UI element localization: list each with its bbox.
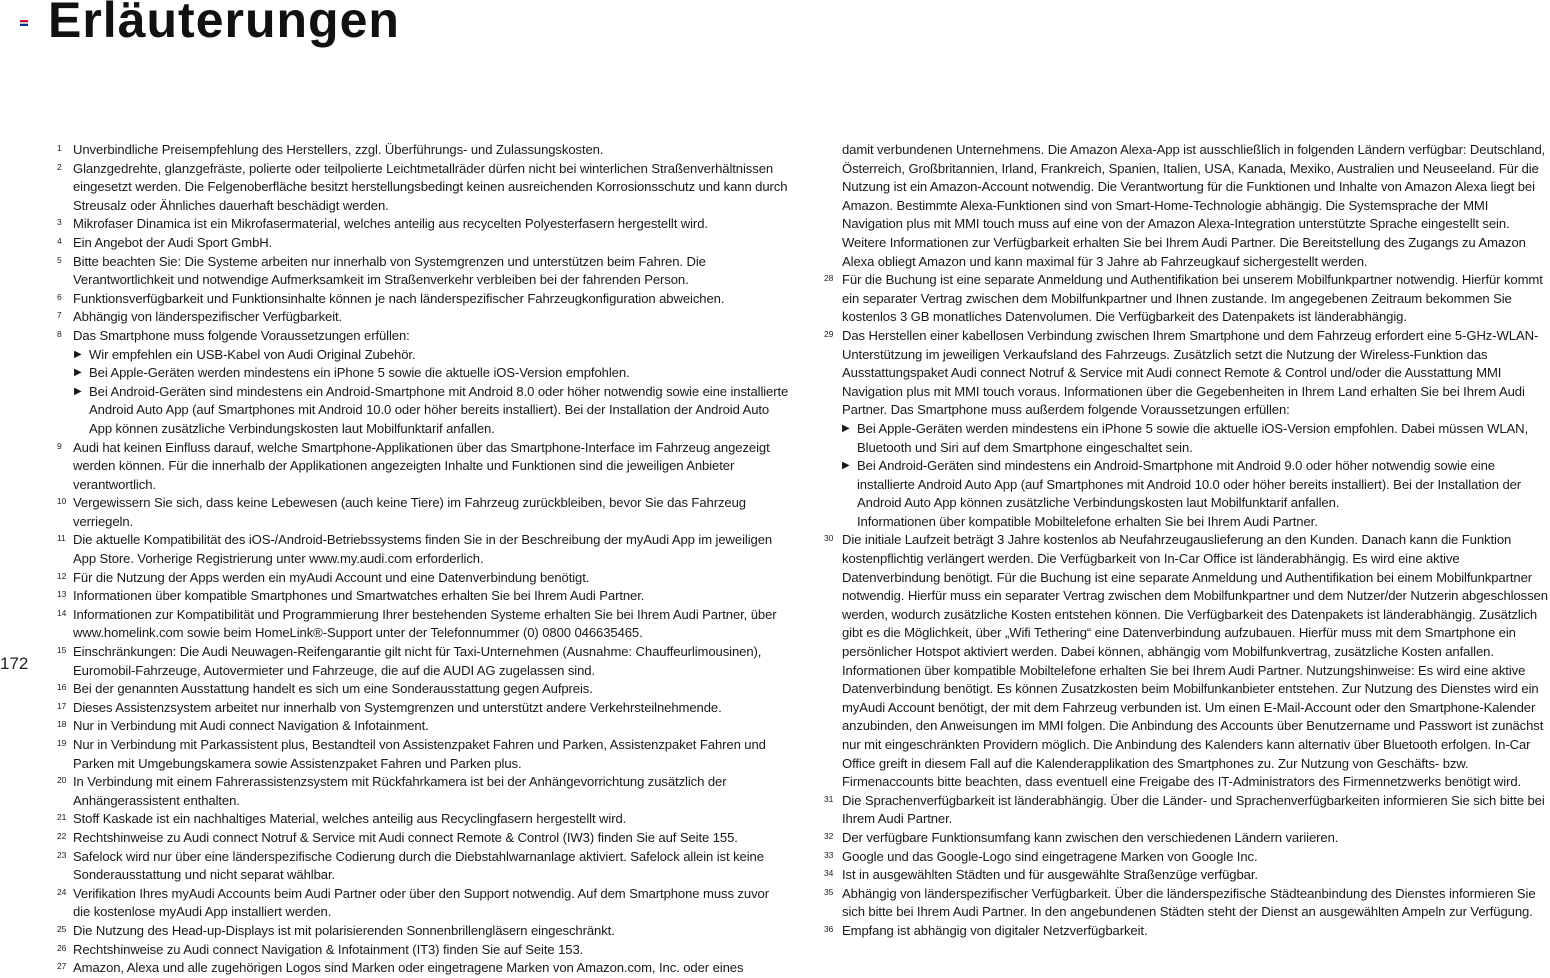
footnote-text: Abhängig von länderspezifischer Verfügbarkeit. Über die länderspezifische Städteanbindung des Dienstes informieren Sie sich bitte bei Ihrem Audi Partner. In den angebundenen Städten steht der Dienst an ausgewählten Ampeln zur Verfügung. [842,885,1536,920]
footnote-item [57,141,789,160]
footnote-item [824,531,1550,791]
footnote-item [57,327,789,346]
footnote-text: Rechtshinweise zu Audi connect Notruf & Service mit Audi connect Remote & Control (IW3) finden Sie auf Seite 155. [73,829,738,845]
footnote-number: 8 [57,328,62,339]
footnote-number: 1 [57,143,62,153]
footnote-number: 5 [57,254,62,265]
footnote-text: Rechtshinweise zu Audi connect Navigation & Infotainment (IT3) finden Sie auf Seite 153. [73,941,584,957]
footnote-item [824,922,1550,941]
footnote-item [57,215,789,234]
footnote-item [824,885,1550,922]
flag-icon [20,20,28,26]
footnote-item [824,829,1550,848]
footnote-text: Amazon, Alexa und alle zugehörigen Logos sind Marken oder eingetragene Marken von Amazon.com, Inc. oder eines [73,960,744,976]
footnote-continuation: damit verbundenen Unternehmens. Die Amazon Alexa-App ist ausschließlich in folgenden Ländern verfügbar: Deutschland, Österreich, Großbritannien, Irland, Frankreich, Spanien, Italien, USA, Kanada, Mexiko, Australien und Neuseeland. Für die Nutzung ist ein Amazon-Account notwendig. Die Verantwortung für die Funktionen und Inhalte von Amazon Alexa liegt bei Amazon. Bestimmte Alexa-Funktionen sind von Smart-Home-Technologie abhängig. Die Systemsprache der MMI Navigation plus mit MMI touch muss auf eine von der Amazon Alexa-Integration unterstützte Sprache eingestellt sein. Weitere Informationen zur Verfügbarkeit erhalten Sie bei Ihrem Audi Partner. Die Bereitstellung des Zugangs zu Amazon Alexa obliegt Amazon und kann maximal für 3 Jahre ab Fahrzeugkauf sichergestellt werden. [842,142,1546,269]
footnote-number: 18 [57,719,67,730]
footnote-item [824,271,1550,327]
footnote-text: Bei der genannten Ausstattung handelt es sich um eine Sonderausstattung gegen Aufpreis. [73,681,593,697]
footnote-text: Bitte beachten Sie: Die Systeme arbeiten nur innerhalb von Systemgrenzen und unterstützen beim Fahren. Die Verantwortlichkeit und notwendige Aufmerksamkeit im Straßenverkehr verbleiben bei der fahrenden Person. [73,253,706,288]
footnote-bullet [824,457,1550,513]
footnote-text: Der verfügbare Funktionsumfang kann zwischen den verschiedenen Ländern variieren. [842,829,1339,845]
footnote-item [57,253,789,290]
footnote-text: Vergewissern Sie sich, dass keine Lebewesen (auch keine Tiere) im Fahrzeug zurückbleiben, bevor Sie das Fahrzeug verriegeln. [73,495,746,529]
footnote-number: 16 [57,682,67,693]
flag-stripe [20,24,28,26]
footnote-item [57,829,789,848]
footnote-number: 27 [57,961,67,972]
footnote-bullet-text: Bei Android-Geräten sind mindestens ein Android-Smartphone mit Android 8.0 oder höher notwendig sowie eine installierte Android Auto App (auf Smartphones mit Android 10.0 oder höher bereits installiert). Bei der Installation der Android Auto App können zusätzliche Verbindungskosten laut Mobilfunktarif anfallen. [89,383,789,436]
footnote-item [57,941,789,960]
footnote-number: 28 [824,273,834,284]
footnote-item [57,922,789,941]
footnote-number: 34 [824,868,834,879]
footnote-bullet-text: Bei Android-Geräten sind mindestens ein Android-Smartphone mit Android 9.0 oder höher notwendig sowie eine installierte Android Auto App (auf Smartphones mit Android 10.0 oder höher bereits installiert). Bei der Installation der Android Auto App können zusätzliche Verbindungskosten laut Mobilfunktarif anfallen. [857,458,1522,511]
footnote-number: 2 [57,161,62,172]
footnote-number: 36 [824,923,834,934]
footnote-bullet-text: Wir empfehlen ein USB-Kabel von Audi Original Zubehör. [89,346,416,362]
footnote-text: Funktionsverfügbarkeit und Funktionsinhalte können je nach länderspezifischer Fahrzeugkonfiguration abweichen. [73,290,725,306]
footnote-item [57,885,789,922]
footnote-text: Safelock wird nur über eine länderspezifische Codierung durch die Diebstahlwarnanlage aktiviert. Safelock allein ist keine Sonderausstattung und nicht separat wählbar. [73,848,764,883]
footnote-number: 19 [57,738,67,748]
footnote-item [57,959,789,978]
footnote-text: Ist in ausgewählten Städten und für ausgewählte Straßenzüge verfügbar. [842,867,1258,883]
footnote-text: Informationen zur Kompatibilität und Programmierung Ihrer bestehenden Systeme erhalten Sie bei Ihrem Audi Partner, über www.homelink.com sowie beim HomeLink®-Support unter der Telefonnummer (0) 0800 046635465. [73,606,777,641]
footnote-text: Informationen über kompatible Smartphones und Smartwatches erhalten Sie bei Ihrem Audi Partner. [73,588,645,604]
footnote-bullet [57,364,789,383]
footnote-item [57,290,789,309]
footnote-number: 12 [57,570,67,581]
footnote-item [57,606,789,643]
footnote-text: Nur in Verbindung mit Audi connect Navigation & Infotainment. [73,718,429,734]
footnote-item [57,531,789,568]
footnote-text: Nur in Verbindung mit Parkassistent plus, Bestandteil von Assistenzpaket Fahren und Parken, Assistenzpaket Fahren und Parken mit Umgebungskamera sowie Assistenzpaket Fahren und Parken plus. [73,737,766,771]
footnote-item [824,327,1550,420]
footnote-after-text: Informationen über kompatible Mobiltelefone erhalten Sie bei Ihrem Audi Partner. [857,513,1318,529]
footnote-number: 10 [57,496,67,507]
bullet-triangle-icon: ▶ [842,422,850,434]
footnotes-right-column [824,141,1550,941]
footnote-number: 23 [57,849,67,860]
footnote-item [57,643,789,680]
footnote-item [824,866,1550,885]
footnote-number: 9 [57,440,62,451]
footnote-number: 6 [57,291,62,302]
footnote-text: Audi hat keinen Einfluss darauf, welche Smartphone-Applikationen über das Smartphone-Interface im Fahrzeug angezeigt werden können. Für die innerhalb der Applikationen angezeigten Inhalte und Funktionen sind die jeweiligen Anbieter verantwortlich. [73,439,770,492]
footnote-item [57,680,789,699]
footnote-bullet-text: Bei Apple-Geräten werden mindestens ein iPhone 5 sowie die aktuelle iOS-Version empfohlen. Dabei müssen WLAN, Bluetooth und Siri auf dem Smartphone eingeschaltet sein. [857,420,1529,455]
footnote-number: 11 [57,533,66,544]
footnote-item [57,699,789,718]
footnote-text: Abhängig von länderspezifischer Verfügbarkeit. [73,309,343,325]
footnote-text: Die Nutzung des Head-up-Displays ist mit polarisierenden Sonnenbrillengläsern eingeschränkt. [73,922,615,938]
footnote-number: 13 [57,589,67,600]
footnote-number: 32 [824,830,834,841]
footnote-text: In Verbindung mit einem Fahrerassistenzsystem mit Rückfahrkamera ist bei der Anhängevorrichtung zusätzlich der Anhängerassistent enthalten. [73,774,727,808]
footnote-text: Glanzgedrehte, glanzgefräste, polierte oder teilpolierte Leichtmetallräder dürfen nicht bei winterlichen Straßenverhältnissen eingesetzt werden. Die Felgenoberfläche besitzt herstellungsbedingt keinen ausreichenden Korrosionsschutz und kann durch Streusalz oder Ähnliches dauerhaft beschädigt werden. [73,160,788,213]
footnote-item [57,160,789,216]
footnote-text: Verifikation Ihres myAudi Accounts beim Audi Partner oder über den Support notwendig. Auf dem Smartphone muss zuvor die kostenlose myAudi App installiert werden. [73,885,769,920]
footnote-number: 17 [57,700,67,711]
footnote-text: Google und das Google-Logo sind eingetragene Marken von Google Inc. [842,848,1258,864]
footnote-number: 7 [57,310,62,321]
page-title: Erläuterungen [48,0,400,48]
footnote-item [57,234,789,253]
footnote-number: 22 [57,830,67,841]
footnote-text: Das Smartphone muss folgende Voraussetzungen erfüllen: [73,327,410,343]
footnote-item [824,848,1550,867]
footnote-number: 29 [824,328,834,339]
footnote-number: 3 [57,217,62,228]
footnote-item [57,494,789,531]
footnote-number: 14 [57,607,67,618]
footnote-item [57,569,789,588]
footnote-item [57,848,789,885]
footnote-item [57,736,789,773]
footnote-text: Mikrofaser Dinamica ist ein Mikrofasermaterial, welches anteilig aus recycelten Polyesterfasern hergestellt wird. [73,216,708,232]
footnote-text: Das Herstellen einer kabellosen Verbindung zwischen Ihrem Smartphone und dem Fahrzeug erfordert eine 5-GHz-WLAN-Unterstützung im jeweiligen Verkaufsland des Fahrzeugs. Zusätzlich setzt die Nutzung der Wireless-Funktion das Ausstattungspaket Audi connect Notruf & Service mit Audi connect Remote & Control und/oder die Ausstattung MMI Navigation plus mit MMI touch voraus. Informationen über die Gegebenheiten in Ihrem Land erhalten Sie bei Ihrem Audi Partner. Das Smartphone muss außerdem folgende Voraussetzungen erfüllen: [842,327,1539,418]
footnote-item [57,810,789,829]
footnote-text: Die initiale Laufzeit beträgt 3 Jahre kostenlos ab Neufahrzeugauslieferung an den Kunden. Danach kann die Funktion kostenpflichtig verlängert werden. Die Verfügbarkeit von In-Car Office ist länderabhängig. Es wird eine aktive Datenverbindung benötigt. Für die Buchung ist eine separate Anmeldung und Authentifikation bei einem Mobilfunkpartner notwendig. Hierfür muss ein separater Vertrag zwischen dem Mobilfunkpartner und dem Nutzer/der Nutzerin abgeschlossen werden, wodurch zusätzliche Kosten entstehen können. Die Verfügbarkeit des Datenpakets ist länderabhängig. Zusätzlich gibt es die Möglichkeit, über „Wifi Tethering“ eine Datenverbindung aufzubauen. Hierfür muss mit dem Smartphone ein persönlicher Hotspot aktiviert werden. Dabei können, abhängig vom Mobilfunkvertrag, zusätzliche Kosten anfallen. Informationen über kompatible Mobiltelefone erhalten Sie bei Ihrem Audi Partner. Nutzungshinweise: Es wird eine aktive Datenverbindung benötigt. Es können Zusatzkosten beim Mobilfunkanbieter entstehen. Zur Nutzung des Dienstes wird ein myAudi Account benötigt, der mit dem Fahrzeug verbunden ist. Um einen E-Mail-Account oder den Smartphone-Kalender anzubinden, den Anweisungen im MMI folgen. Die Anbindung des Accounts über Benutzername und Passwort ist zunächst nur mit eingeschränkten Providern möglich. Die Anbindung des Kalenders kann alternativ über Bluetooth erfolgen. In-Car Office greift in diesem Fall auf die Kalenderapplikation des Smartphones zu. Zur Nutzung von Geschäfts- bzw. Firmenaccounts bitte beachten, dass eventuell eine Freigabe des IT-Administrators des Firmennetzwerks benötigt wird. [842,532,1548,790]
footnote-item [57,717,789,736]
footnote-item [57,773,789,810]
bullet-triangle-icon: ▶ [74,348,82,360]
footnote-text: Ein Angebot der Audi Sport GmbH. [73,234,273,250]
footnote-number: 4 [57,235,62,246]
footnote-number: 15 [57,645,67,656]
footnote-bullet [57,346,789,365]
footnote-bullet [824,420,1550,457]
footnote-text: Unverbindliche Preisempfehlung des Herstellers, zzgl. Überführungs- und Zulassungskosten. [73,142,604,157]
footnote-number: 20 [57,775,67,786]
footnote-number: 26 [57,942,67,953]
footnote-text: Empfang ist abhängig von digitaler Netzverfügbarkeit. [842,922,1148,938]
footnote-text: Für die Nutzung der Apps werden ein myAudi Account und eine Datenverbindung benötigt. [73,569,590,585]
footnote-number: 25 [57,923,67,934]
footnote-number: 30 [824,533,834,544]
footnote-item [57,587,789,606]
bullet-triangle-icon: ▶ [74,385,82,397]
footnote-text: Die aktuelle Kompatibilität des iOS-/Android-Betriebssystems finden Sie in der Beschreibung der myAudi App im jeweiligen App Store. Vorherige Registrierung unter www.my.audi.com erforderlich. [73,532,773,567]
footnote-number: 35 [824,886,834,897]
footnote-item [57,439,789,495]
footnotes-left-column [57,141,789,978]
footnote-text: Die Sprachenverfügbarkeit ist länderabhängig. Über die Länder- und Sprachenverfügbarkeiten informieren Sie sich bitte bei Ihrem Audi Partner. [842,792,1545,827]
bullet-triangle-icon: ▶ [74,367,82,379]
footnote-text: Stoff Kaskade ist ein nachhaltiges Material, welches anteilig aus Recyclingfasern hergestellt wird. [73,811,627,827]
footnote-item [57,308,789,327]
footnote-number: 24 [57,886,67,897]
page-number: 172 [0,654,29,673]
bullet-triangle-icon: ▶ [842,460,850,472]
footnote-number: 31 [824,793,834,804]
footnote-bullet [57,383,789,439]
footnote-item [824,792,1550,829]
footnote-text: Für die Buchung ist eine separate Anmeldung und Authentifikation bei unserem Mobilfunkpartner notwendig. Hierfür kommt ein separater Vertrag zwischen dem Mobilfunkpartner und Ihnen zustande. Im angegebenen Zeitraum bekommen Sie kostenlos 3 GB monatliches Datenvolumen. Die Verfügbarkeit des Datenpakets ist länderabhängig. [842,272,1543,325]
footnote-bullet-text: Bei Apple-Geräten werden mindestens ein iPhone 5 sowie die aktuelle iOS-Version empfohlen. [89,365,630,381]
footnote-text: Einschränkungen: Die Audi Neuwagen-Reifengarantie gilt nicht für Taxi-Unternehmen (Ausnahme: Chauffeurlimousinen), Euromobil-Fahrzeuge, Autovermieter und Fahrzeuge, die auf die AUDI AG zugelassen sind. [73,644,762,678]
footnote-number: 33 [824,849,834,860]
footnote-number: 21 [57,812,67,823]
footnote-text: Dieses Assistenzsystem arbeitet nur innerhalb von Systemgrenzen und unterstützt andere Verkehrsteilnehmende. [73,699,722,715]
